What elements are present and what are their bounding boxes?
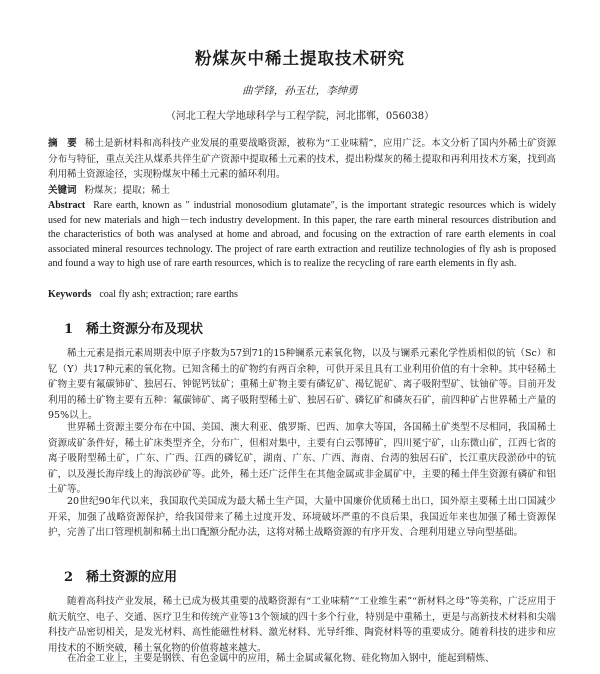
abstract-cn-text: 稀土是新材料和高科技产业发展的重要战略资源，被称为“工业味精”，应用广泛。本文分析了国内外稀土矿资源分布与特征，重点关注从煤系共伴生矿产资源中提取稀土元素的技术，提出粉煤灰的稀土提取和再利用技术方案，找到高利用稀土资源途径，实现粉煤灰中稀土元素的循环利用。 [48, 138, 556, 180]
section-1-paragraph: 稀土元素是指元素周期表中原子序数为57到71的15种镧系元素氧化物，以及与镧系元素化学性质相似的钪（Sc）和钇（Y）共17种元素的氧化物。已知含稀土的矿物约有两百余种，可供开采且具有工业利用价值的有十余种。其中轻稀土矿物主要有氟碳铈矿、独居石、钟铌钙钛矿；重稀土矿物主要有磷钇矿、褐钇铌矿、离子吸附型矿、钛铀矿等。目前开发利用的稀土矿物主要有五种：氟碳铈矿、离子吸附型稀土矿、独居石矿、磷钇矿和磷灰石矿，前四种矿占世界稀土产量的95%以上。 [48, 348, 556, 421]
abstract-en [48, 199, 556, 272]
paper-authors: 曲学锋，孙玉壮，李绅勇 [242, 85, 358, 97]
keywords-cn-text: 粉煤灰；提取；稀土 [84, 185, 171, 196]
abstract-cn-label: 摘 要 [48, 138, 77, 149]
section-2-number: 2 [64, 570, 74, 585]
abstract-en-text: Rare earth, known as " industrial monosodium glutamate", is the important strategic resources which is widely used for new materials and high－tech industry development. In this paper, the rare earth mineral resources distribution and the characteristics of both was analysed at home and abroad, and focusing on the extraction of rare earth elements in coal associated mineral resources technology. The project of rare earth extraction and reutilize technologies of fly ash is proposed and found a way to high use of rare earth resources, which is to realize the recycling of rare earth elements in fly ash. [48, 200, 556, 269]
abstract-en-label: Abstract [48, 200, 86, 211]
keywords-en-text: coal fly ash; extraction; rare earths [99, 289, 238, 300]
section-1-title: 稀土资源分布及现状 [86, 322, 204, 337]
section-1-paragraph: 世界稀土资源主要分布在中国、美国、澳大利亚、俄罗斯、巴西、加拿大等国，各国稀土矿类型不尽相同，我国稀土资源成矿条件好，稀土矿床类型齐全，分布广，但相对集中，主要有白云鄂博矿，四川冕宁矿，山东微山矿，江西七省的离子吸附型稀土矿，广东、广西、江西的磷钇矿，湖南、广东、广西、海南、台湾的独居石矿，长江重庆段淤砂中的钪矿，以及漫长海岸线上的海滨砂矿等。此外，稀土还广泛伴生在其他金属或非金属矿中，主要的稀土伴生资源有磷矿和铝土矿等。 [48, 422, 556, 495]
abstract-cn [48, 136, 556, 183]
keywords-cn-label: 关键词 [48, 185, 77, 196]
keywords-en-label: Keywords [48, 289, 92, 300]
section-2-heading [64, 566, 177, 585]
keywords-en [48, 287, 556, 303]
section-2-paragraph: 在冶金工业上，主要是钢铁、有色金属中的应用，稀土金属或氟化物、硅化物加入钢中，能起到精炼、 [67, 653, 495, 664]
paper-affiliation: （河北工程大学地球科学与工程学院，河北邯郸，056038） [165, 111, 435, 122]
paper-title: 粉煤灰中稀土提取技术研究 [195, 49, 405, 68]
section-2-title: 稀土资源的应用 [86, 570, 178, 585]
section-1-heading [64, 318, 203, 337]
section-2-paragraph: 随着高科技产业发展，稀土已成为极其重要的战略资源有“工业味精”“工业维生素”“新材料之母”等美称，广泛应用于航天航空、电子、交通、医疗卫生和传统产业等13个领域的四十多个行业，特别是中重稀土，更是与高新技术材料和尖端科技产品密切相关，是发光材料、高性能磁性材料、激光材料、光导纤维、陶瓷材料等的重要成分。随着科技的进步和应用技术的不断突破，稀土氧化物的价值将越来越大。 [48, 596, 556, 654]
keywords-cn [48, 183, 556, 199]
section-1-number: 1 [64, 322, 74, 337]
section-1-paragraph: 20世纪90年代以来，我国取代美国成为最大稀土生产国，大量中国廉价优质稀土出口，国外原主要稀土出口国减少开采，加强了战略资源保护，给我国带来了稀土过度开发、环境破坏严重的不良后果，我国近年来也加强了稀土资源保护，完善了出口管理机制和稀土出口配额分配办法，这将对稀土战略资源的有序开发、合理利用建立导向型基础。 [48, 496, 556, 538]
